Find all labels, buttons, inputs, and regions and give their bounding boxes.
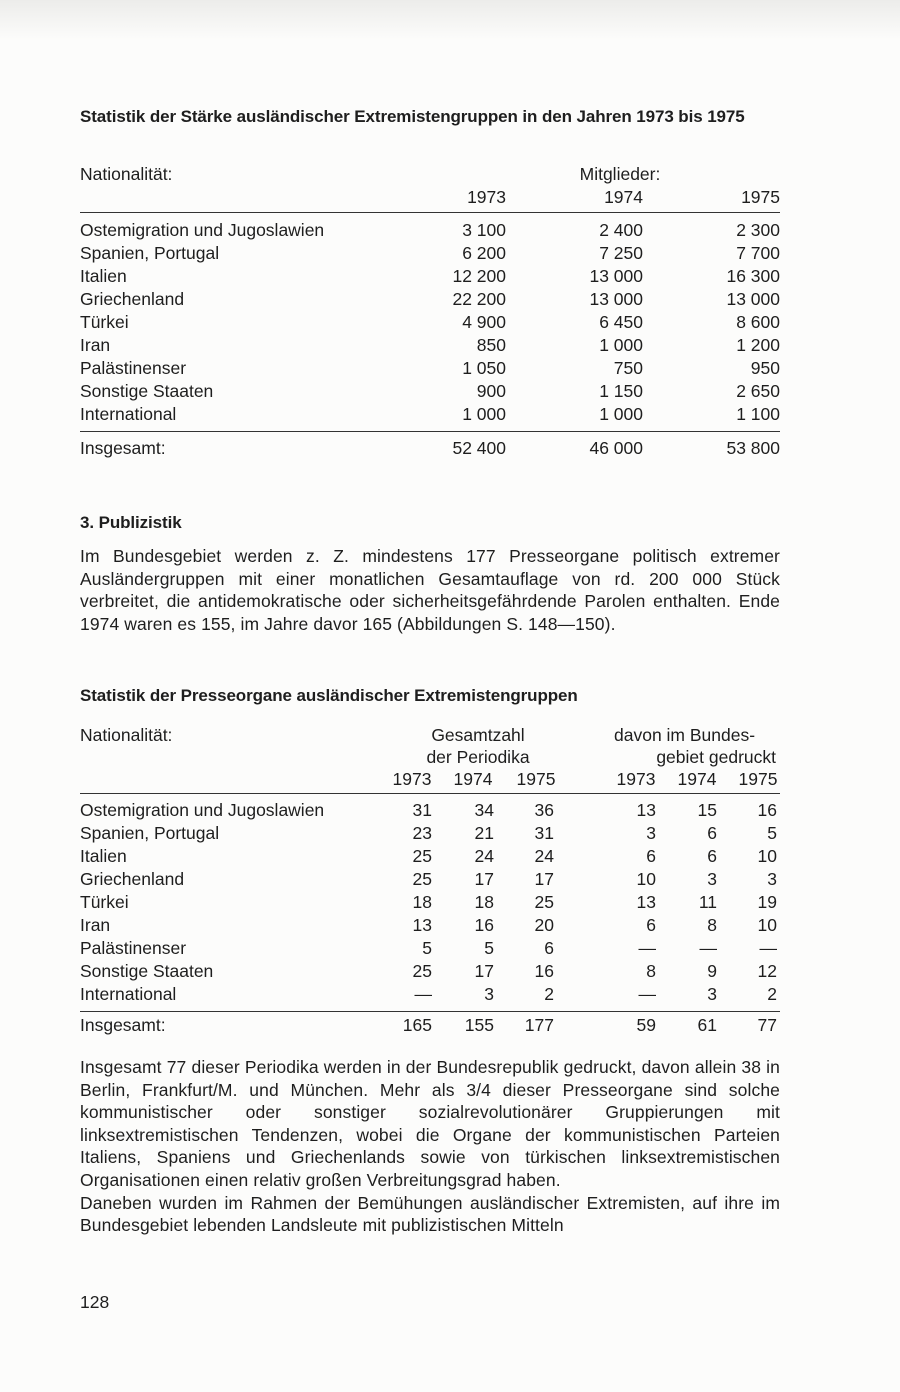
table1-cell: 12 200 <box>452 266 506 286</box>
table2-cell: 2 <box>544 984 554 1004</box>
table2-cell: 17 <box>534 869 554 889</box>
table2-cell: 5 <box>484 938 494 958</box>
table2-total-cell: 177 <box>524 1015 554 1035</box>
table2-cell: 3 <box>707 984 717 1004</box>
table1-nationality-label: Nationalität: <box>80 164 173 184</box>
table2-year-header: 1973 <box>616 769 656 789</box>
table2-cell: 8 <box>646 961 656 981</box>
table2-cell: 34 <box>474 800 494 820</box>
table1-row-label: International <box>80 404 177 424</box>
table2-cell: 6 <box>544 938 554 958</box>
table1-cell: 2 400 <box>599 220 643 240</box>
table2-cell: 9 <box>707 961 717 981</box>
table2-cell: 23 <box>412 823 432 843</box>
table2-cell: 3 <box>767 869 777 889</box>
table2-cell: 8 <box>707 915 717 935</box>
table2-title: Statistik der Presseorgane ausländischer Extremistengruppen <box>80 686 578 705</box>
table2-cell: 3 <box>707 869 717 889</box>
section-heading: 3. Publizistik <box>80 513 182 532</box>
table1-cell: 1 000 <box>599 404 643 424</box>
table1-cell: 22 200 <box>452 289 506 309</box>
table2-cell: 5 <box>422 938 432 958</box>
table1-cell: 2 300 <box>736 220 780 240</box>
table1-total-cell: 53 800 <box>726 438 780 458</box>
table2-row-label: Italien <box>80 846 127 866</box>
table2-cell: 5 <box>767 823 777 843</box>
table2-cell: 20 <box>534 915 554 935</box>
table2-row-label: International <box>80 984 177 1004</box>
table2-year-header: 1974 <box>677 769 717 789</box>
table1-row-label: Spanien, Portugal <box>80 243 220 263</box>
table2-cell: 16 <box>474 915 494 935</box>
table1-members-label: Mitglieder: <box>579 164 661 184</box>
table1-row-label: Sonstige Staaten <box>80 381 214 401</box>
table1-cell: 850 <box>476 335 506 355</box>
table2-cell: 25 <box>412 846 432 866</box>
table1-title: Statistik der Stärke ausländischer Extremistengruppen in den Jahren 1973 bis 1975 <box>80 107 745 126</box>
closing-text <box>80 1056 780 1237</box>
section-paragraph: Im Bundesgebiet werden z. Z. mindestens 177 Presseorgane politisch extremer Ausländergruppen mit einer monatlichen Gesamtauflage von rd. 200 000 Stück verbreitet, die antidemokratische oder sicherheitsgefährdende Parolen enthalten. Ende 1974 waren es 155, im Jahre davor 165 (Abbildungen S. 148—150). <box>80 546 780 634</box>
table2-total-cell: 61 <box>697 1015 717 1035</box>
table2-total-cell: 165 <box>402 1015 432 1035</box>
table1-cell: 1 050 <box>462 358 506 378</box>
table2-cell: 15 <box>697 800 717 820</box>
table1-cell: 900 <box>476 381 506 401</box>
table2-cell: 17 <box>474 869 494 889</box>
table1-row-label: Ostemigration und Jugoslawien <box>80 220 325 240</box>
table1-year-header: 1974 <box>604 187 643 207</box>
table1-cell: 1 100 <box>736 404 780 424</box>
table2-row-label: Palästinenser <box>80 938 187 958</box>
table2-cell: 31 <box>412 800 432 820</box>
table1-cell: 3 100 <box>462 220 506 240</box>
table1-row-label: Italien <box>80 266 127 286</box>
table2-group2-line1: davon im Bundes- <box>614 725 756 745</box>
table2-cell: 31 <box>534 823 554 843</box>
table1-cell: 2 650 <box>736 381 780 401</box>
table2-cell: 25 <box>534 892 554 912</box>
table2-cell: — <box>759 938 777 958</box>
table1-row-label: Türkei <box>80 312 129 332</box>
table1-cell: 13 000 <box>589 289 643 309</box>
table2-cell: 3 <box>646 823 656 843</box>
table2-cell: 12 <box>757 961 777 981</box>
table2-cell: 17 <box>474 961 494 981</box>
table2-cell: — <box>638 938 656 958</box>
table1-year-header: 1975 <box>741 187 780 207</box>
table2-cell: 24 <box>534 846 554 866</box>
table1-cell: 750 <box>613 358 643 378</box>
table2-cell: 16 <box>534 961 554 981</box>
table2-cell: 19 <box>757 892 777 912</box>
table2-cell: 10 <box>636 869 656 889</box>
table1-cell: 13 000 <box>726 289 780 309</box>
table2-cell: 3 <box>484 984 494 1004</box>
table1-cell: 1 200 <box>736 335 780 355</box>
table2-header-rule <box>80 793 780 794</box>
table2-row-label: Griechenland <box>80 869 185 889</box>
table2-cell: 11 <box>698 892 717 912</box>
table2-group1-line1: Gesamtzahl <box>431 725 525 745</box>
table1-total-cell: 52 400 <box>452 438 506 458</box>
table1-cell: 7 250 <box>599 243 643 263</box>
table2-cell: 6 <box>707 846 717 866</box>
table2-cell: — <box>699 938 717 958</box>
table2-cell: — <box>638 984 656 1004</box>
table2-cell: 24 <box>474 846 494 866</box>
table2-total-rule <box>80 1011 780 1012</box>
table1-cell: 4 900 <box>462 312 506 332</box>
table1-row-label: Palästinenser <box>80 358 187 378</box>
table1-cell: 6 200 <box>462 243 506 263</box>
table2-cell: 18 <box>474 892 494 912</box>
table1-cell: 1 000 <box>599 335 643 355</box>
table1-row-label: Iran <box>80 335 111 355</box>
table2-group2-line2: gebiet gedruckt <box>656 747 776 767</box>
table1-cell: 7 700 <box>736 243 780 263</box>
table2-year-header: 1973 <box>392 769 432 789</box>
table2-total-cell: 155 <box>464 1015 494 1035</box>
table2-year-header: 1975 <box>516 769 556 789</box>
table1-year-header: 1973 <box>467 187 506 207</box>
table2-cell: 2 <box>767 984 777 1004</box>
table2-cell: — <box>414 984 432 1004</box>
table1-total-label: Insgesamt: <box>80 438 166 458</box>
table2-cell: 10 <box>757 846 777 866</box>
table2-cell: 13 <box>636 892 656 912</box>
closing-paragraph-1: Insgesamt 77 dieser Periodika werden in der Bundesrepublik gedruckt, davon allein 38 in Berlin, Frankfurt/M. und München. Mehr als 3/4 dieser Presseorgane sind solche kommunistischer oder sonstiger sozialrevolutionärer Gruppierungen mit linksextremistischen Tendenzen, wobei die Organe der kommunistischen Parteien Italiens, Spaniens und Griechenlands sowie von türkischen linksextremistischen Organisationen einen relativ großen Verbreitungsgrad haben. <box>80 1057 780 1190</box>
table2-cell: 21 <box>474 823 494 843</box>
table2-row-label: Ostemigration und Jugoslawien <box>80 800 325 820</box>
table1-row-label: Griechenland <box>80 289 185 309</box>
table1-cell: 6 450 <box>599 312 643 332</box>
table1-header-rule <box>80 212 780 213</box>
table2-row-label: Türkei <box>80 892 129 912</box>
page-number: 128 <box>80 1292 110 1312</box>
table2-cell: 6 <box>646 915 656 935</box>
table2-cell: 36 <box>534 800 554 820</box>
table1-cell: 13 000 <box>589 266 643 286</box>
table2-cell: 18 <box>412 892 432 912</box>
table2-row-label: Sonstige Staaten <box>80 961 214 981</box>
table1-cell: 950 <box>750 358 780 378</box>
table2-total-cell: 59 <box>636 1015 656 1035</box>
table2-cell: 6 <box>646 846 656 866</box>
table2-total-label: Insgesamt: <box>80 1015 166 1035</box>
table1-cell: 1 000 <box>462 404 506 424</box>
table2-group1-line2: der Periodika <box>426 747 530 767</box>
table2-row-label: Iran <box>80 915 111 935</box>
table2-nationality-label: Nationalität: <box>80 725 173 745</box>
closing-paragraph-2: Daneben wurden im Rahmen der Bemühungen ausländischer Extremisten, auf ihre im Bundesgebiet lebenden Landsleute mit publizistischen Mitteln <box>80 1192 780 1236</box>
table2-cell: 13 <box>636 800 656 820</box>
table1-total-rule <box>80 431 780 432</box>
table2-row-label: Spanien, Portugal <box>80 823 220 843</box>
table2-cell: 13 <box>412 915 432 935</box>
table1-cell: 1 150 <box>599 381 643 401</box>
table1-cell: 8 600 <box>736 312 780 332</box>
table2-total-cell: 77 <box>757 1015 777 1035</box>
table2-cell: 6 <box>707 823 717 843</box>
table2-cell: 10 <box>757 915 777 935</box>
table2-year-header: 1974 <box>453 769 493 789</box>
table2-cell: 25 <box>412 961 432 981</box>
scan-shadow <box>0 0 900 40</box>
table1-cell: 16 300 <box>726 266 780 286</box>
table1-total-cell: 46 000 <box>589 438 643 458</box>
table2-cell: 25 <box>412 869 432 889</box>
table2-year-header: 1975 <box>738 769 778 789</box>
table2-cell: 16 <box>757 800 777 820</box>
